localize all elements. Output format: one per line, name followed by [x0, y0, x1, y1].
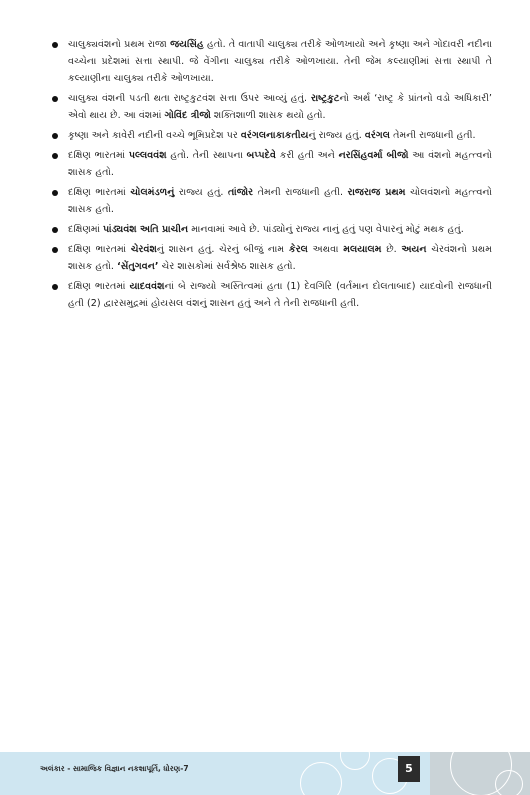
bullet-dot-icon — [52, 42, 58, 48]
bullet-text: હતો. તે વાતાપી ચાલુક્ય તરીકે ઓળખાયો અને કૃષ્ણા અને ગોદાવરી નદીના વચ્ચેના પ્રદેશમાં સત્તા સ્થાપી. જે વેંગીના ચાલુક્ય તરીકે ઓળખાયા. તેની જેમ કલ્યાણીમાં સત્તા સ્થાપી તે કલ્યાણીના ચાલુક્ય તરીકે ઓળખાયા. — [68, 39, 492, 84]
bullet-item — [52, 127, 492, 144]
bullet-text: ચાલુક્ય વંશની પડતી થતા રાષ્ટ્રકુટવંશ સત્તા ઉપર આવ્યું હતું. — [68, 93, 311, 104]
bullet-text: દક્ષિણ ભારતમાં — [68, 187, 131, 198]
bullet-text: કરી હતી અને — [275, 150, 339, 161]
bullet-text: ચેરવંશનો પ્રથમ શાસક હતો. — [68, 244, 492, 272]
bold-term: પાંડ્યવંશ અતિ પ્રાચીન — [103, 224, 189, 235]
bold-term: નરસિંહવર્મા બીજો — [338, 150, 409, 161]
bullet-text: ચોલવંશનો મહત્ત્વનો શાસક હતો. — [68, 187, 492, 215]
page-number: 5 — [398, 756, 420, 782]
bullet-text: શક્તિશાળી શાસક થયો હતો. — [210, 110, 326, 121]
bullet-text: દક્ષિણ ભારતમાં — [68, 150, 129, 161]
bold-term: મલયાલમ — [343, 244, 382, 255]
bold-term: કેરલ — [288, 244, 308, 255]
bullet-dot-icon — [52, 247, 58, 253]
decorative-circle — [495, 770, 523, 795]
bullet-text: તેમની રાજધાની હતી. — [253, 187, 348, 198]
bullet-text: છે. — [381, 244, 402, 255]
bold-term: ચેરવંશ — [130, 244, 157, 255]
bullet-dot-icon — [52, 227, 58, 233]
bold-term: રાજરાજ પ્રથમ — [347, 187, 406, 198]
bullet-text: નું શાસન હતું. ચેરનું બીજું નામ — [156, 244, 289, 255]
bullet-text: નાં બે રાજ્યો અસ્તિત્વમાં હતા (1) દેવગિરિ (વર્તમાન દોલતાબાદ) યાદવોની રાજધાની હતી (2) દ્વારસમુદ્રમાં હોયસલ વંશનું શાસન હતું અને તે તેની રાજધાની હતી. — [68, 281, 492, 309]
bold-term: વરંગલ — [364, 130, 391, 141]
bold-term: યાદવવંશ — [129, 281, 165, 292]
decorative-circle — [340, 752, 370, 770]
bullet-item — [52, 147, 492, 181]
bold-term: ગોવિંદ ત્રીજો — [164, 110, 211, 121]
footer-book-title: અલંકાર - સામાજિક વિજ્ઞાન નકશાપૂર્તિ, ધોરણ-7 — [40, 764, 189, 773]
bold-term: પલ્લવવંશ — [128, 150, 167, 161]
bullet-text: માનવામાં આવે છે. પાંડ્યોનું રાજ્ય નાનું હતું પણ વેપારનું મોટું મથક હતું. — [188, 224, 464, 235]
bullet-item — [52, 36, 492, 87]
bullet-dot-icon — [52, 284, 58, 290]
bullet-item — [52, 90, 492, 124]
bold-term: ચોલમંડળનું — [130, 187, 175, 198]
bullet-text: દક્ષિણ ભારતમાં — [68, 281, 130, 292]
bullet-text: નો અર્થ ‘રાષ્ટ્ર કે પ્રાંતનો વડો અધિકારી’ એવો થાય છે. આ વંશમાં — [68, 93, 492, 121]
bullet-dot-icon — [52, 153, 58, 159]
bullet-text: નું રાજ્ય હતું. — [308, 130, 365, 141]
bullet-text: દક્ષિણ ભારતમાં — [68, 244, 131, 255]
bullet-text: અથવા — [307, 244, 344, 255]
bullet-text: ચેર શાસકોમાં સર્વશ્રેષ્ઠ શાસક હતો. — [158, 261, 296, 272]
bullet-text: કૃષ્ણા અને કાવેરી નદીની વચ્ચે ભૂમિપ્રદેશ પર — [68, 130, 241, 141]
bullet-dot-icon — [52, 133, 58, 139]
bold-term: તાંજોર — [228, 187, 254, 198]
bullet-list — [52, 36, 492, 312]
bullet-text: ચાલુક્યવંશનો પ્રથમ રાજા — [68, 39, 171, 50]
bullet-text: તેમની રાજધાની હતી. — [390, 130, 476, 141]
bold-term: રાષ્ટ્રકુટ — [310, 93, 340, 104]
bullet-dot-icon — [52, 190, 58, 196]
bold-term: અયન — [401, 244, 427, 255]
bullet-item — [52, 221, 492, 238]
bullet-item — [52, 241, 492, 275]
main-content — [52, 36, 492, 315]
bullet-text: રાજ્ય હતું. — [174, 187, 228, 198]
bold-term: વરંગલનાકાકતીય — [240, 130, 309, 141]
bullet-text: આ વંશનો મહત્ત્વનો શાસક હતો. — [68, 150, 492, 178]
bold-term: બપ્પદેવે — [246, 150, 276, 161]
bullet-dot-icon — [52, 96, 58, 102]
bullet-item — [52, 278, 492, 312]
footer — [0, 752, 530, 795]
bold-term: જયસિંહ — [170, 39, 204, 50]
bullet-text: દક્ષિણમાં — [68, 224, 104, 235]
bullet-text: હતો. તેની સ્થાપના — [166, 150, 247, 161]
bullet-item — [52, 184, 492, 218]
decorative-circle — [300, 762, 342, 795]
bold-term: ‘સેંતુગવન’ — [117, 261, 159, 272]
